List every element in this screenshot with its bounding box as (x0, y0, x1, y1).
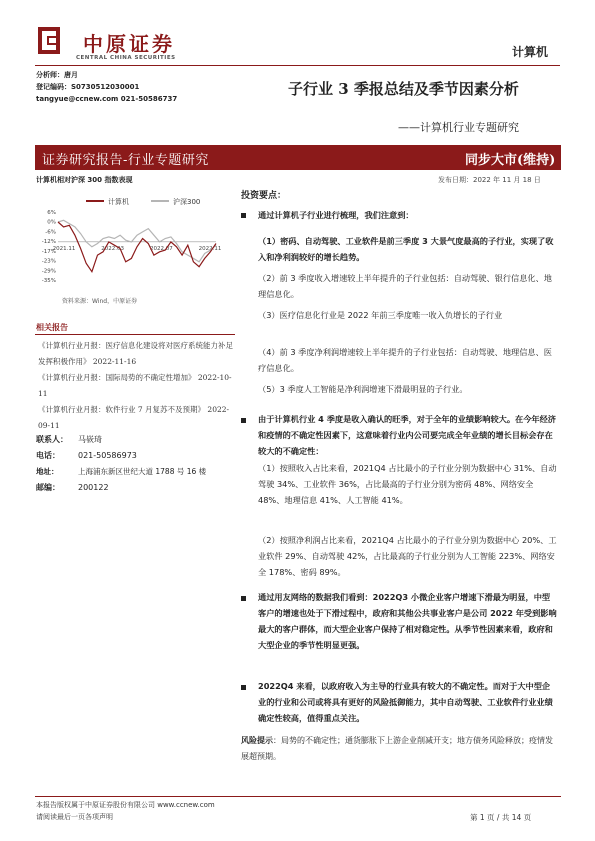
footer-divider (35, 796, 561, 797)
legend-label-hs300: 沪深300 (173, 198, 201, 206)
page-number: 第 1 页 / 共 14 页 (470, 813, 532, 822)
point-2-sub-2: （2）按照净利润占比来看，2021Q4 占比最小的子行业分别为数据中心 20%、工业软件 29%、自动驾驶 42%，占比最高的子行业分别为人工智能 223%、网络安全 178%、密码 89%。 (258, 535, 557, 577)
report-title: 子行业 3 季报总结及季节因素分析 (288, 80, 519, 98)
bullet-icon (241, 418, 246, 423)
report-type: 证券研究报告-行业专题研究 (42, 153, 209, 168)
contact-phone (36, 448, 137, 464)
contact-phone-value: 021-50586973 (78, 451, 137, 460)
contact-person (36, 432, 102, 448)
series-line-沪深300 (58, 220, 216, 261)
risk-label: 风险提示 (241, 736, 273, 745)
analyst-registration: 登记编码：S0730512030001 (36, 83, 140, 91)
company-name: 中原证券 (83, 32, 175, 56)
bullet-icon (241, 213, 246, 218)
contact-person-label: 联系人： (36, 435, 68, 444)
analyst-name: 分析师：唐月 (36, 71, 78, 79)
chart-lines (58, 220, 216, 271)
y-tick-label: -6% (45, 229, 56, 236)
company-name-en: CENTRAL CHINA SECURITIES (76, 55, 176, 61)
rating: 同步大市(维持) (465, 153, 556, 168)
point-2-sub-1: （1）按照收入占比来看，2021Q4 占比最小的子行业分别为数据中心 31%、自动驾驶 34%、工业软件 36%，占比最高的子行业分别为密码 48%、网络安全 48%、地理信息 41%、人工智能 41%。 (258, 463, 557, 505)
risk-warning (241, 733, 559, 765)
investment-heading: 投资要点： (241, 191, 287, 201)
point-4: 2022Q4 来看，以政府收入为主导的行业具有较大的不确定性。而对于大中型企业的行业和公司或将具有更好的风险抵御能力，其中自动驾驶、工业软件行业业绩确定性较高，值得重点关注。 (258, 681, 553, 723)
related-divider (35, 334, 235, 335)
chart-legend (86, 197, 200, 206)
contact-zip-label: 邮编： (36, 483, 60, 492)
legend-label-computer: 计算机 (108, 198, 129, 206)
contact-person-value: 马嵚琦 (78, 435, 102, 444)
point-1-sub-1: （1）密码、自动驾驶、工业软件是前三季度 3 大景气度最高的子行业，实现了收入和净利润较好的增长趋势。 (258, 236, 554, 262)
x-tick-label: 2022.03 (101, 245, 125, 252)
contact-address (36, 464, 206, 480)
series-line-计算机 (58, 222, 216, 272)
company-logo-icon (38, 27, 60, 54)
y-tick-label: -23% (41, 258, 56, 265)
x-tick-label: 2021.11 (52, 245, 76, 252)
y-tick-label: -35% (41, 278, 56, 284)
point-1-sub-2: （2）前 3 季度收入增速较上半年提升的子行业包括：自动驾驶、银行信息化、地理信息化。 (258, 273, 552, 299)
point-3: 通过用友网络的数据我们看到：2022Q3 小微企业客户增速下滑最为明显，中型客户的增速也处于下滑过程中，政府和其他公共事业客户是公司 2022 年受到影响最大的客户群体，而大型企业客户保持了相对稳定性。从季节性因素来看，政府和大型企业的季节性明显更强。 (258, 592, 557, 650)
footer-disclaimer: 请阅读最后一页各项声明 (36, 813, 113, 821)
related-report-1[interactable]: 《计算机行业月报：医疗信息化建设将对医疗系统能力补足发挥积极作用》 2022-11-16 (38, 341, 233, 366)
point-1: 通过计算机子行业进行梳理，我们注意到： (258, 210, 414, 220)
point-1-sub-3: （3）医疗信息化行业是 2022 年前三季度唯一收入负增长的子行业 (258, 310, 503, 320)
footer-copyright: 本报告版权属于中原证券股份有限公司 www.ccnew.com (36, 801, 215, 809)
bullet-icon (241, 685, 246, 690)
y-tick-label: -12% (41, 239, 56, 246)
related-report-2[interactable]: 《计算机行业月报：国际局势的不确定性增加》 2022-10-11 (38, 373, 232, 398)
performance-chart (36, 190, 236, 295)
contact-address-value: 上海浦东新区世纪大道 1788 号 16 楼 (78, 467, 207, 476)
contact-address-label: 地址： (36, 467, 59, 476)
header-divider (35, 65, 560, 66)
contact-zip (36, 480, 109, 496)
chart-source: 资料来源：Wind，中原证券 (62, 298, 138, 305)
publish-date: 发布日期：2022 年 11 月 18 日 (438, 176, 541, 184)
x-tick-label: 2022.11 (198, 245, 222, 252)
point-2: 由于计算机行业 4 季度是收入确认的旺季，对于全年的业绩影响较大。在今年经济和疫情的不确定性因素下，这意味着行业内公司要完成全年业绩的增长目标会存在较大的不确定性： (258, 414, 556, 456)
contact-phone-label: 电话： (36, 451, 60, 460)
point-1-sub-5: （5）3 季度人工智能是净利润增速下滑最明显的子行业。 (258, 384, 468, 394)
related-report-3[interactable]: 《计算机行业月报：软件行业 7 月复苏不及预期》 2022-09-11 (38, 405, 230, 430)
y-tick-label: -17% (41, 248, 56, 255)
analyst-contact: tangyue@ccnew.com 021-50586737 (36, 95, 178, 103)
chart-title: 计算机相对沪深 300 指数表现 (36, 176, 133, 184)
y-tick-label: 6% (47, 210, 56, 216)
point-1-sub-4: （4）前 3 季度净利润增速较上半年提升的子行业包括：自动驾驶、地理信息、医疗信息化。 (258, 347, 552, 373)
contact-zip-value: 200122 (78, 483, 109, 492)
related-heading: 相关报告 (36, 323, 68, 332)
risk-text: ：局势的不确定性；通货膨胀下上游企业削减开支；地方债务风险释放；疫情发展超预期。 (241, 736, 553, 761)
bullet-icon (241, 596, 246, 601)
x-tick-label: 2022.07 (149, 245, 173, 252)
y-tick-label: 0% (47, 219, 56, 226)
industry-category: 计算机 (512, 45, 549, 59)
report-subtitle: ——计算机行业专题研究 (398, 121, 519, 134)
y-tick-label: -29% (41, 268, 56, 275)
